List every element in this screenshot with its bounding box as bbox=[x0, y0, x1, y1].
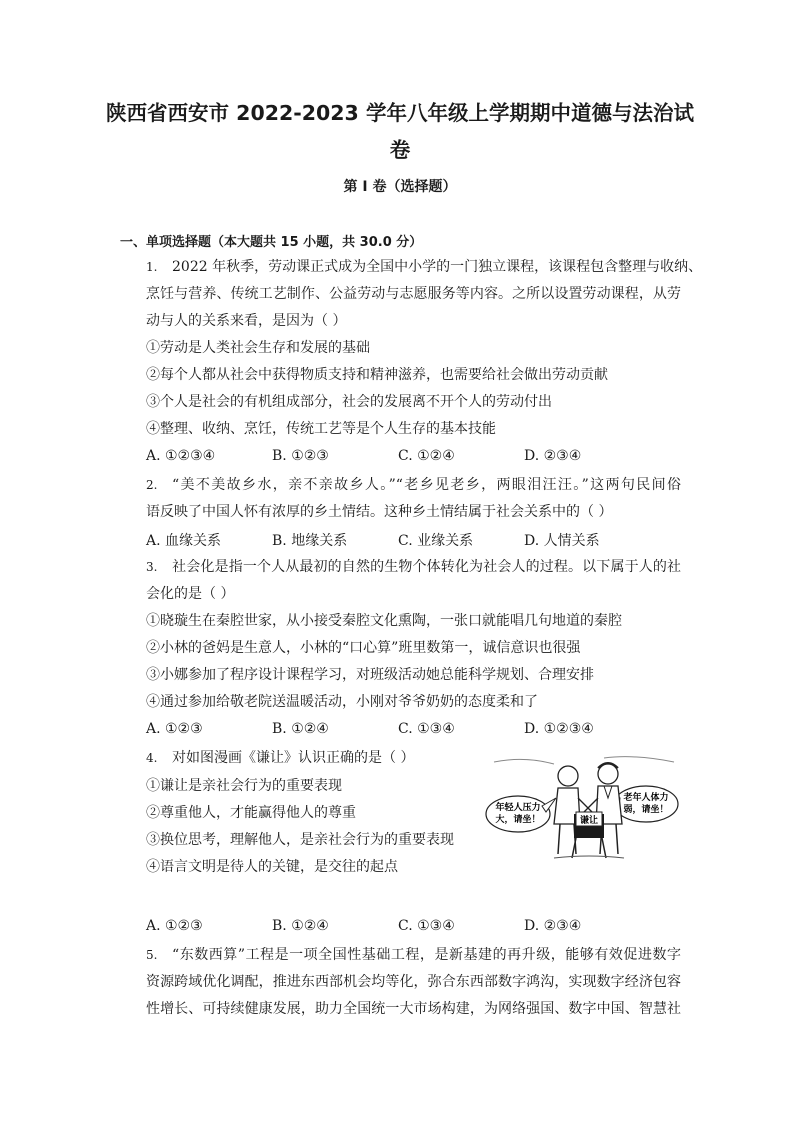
question-5-line-1: 5. “东数西算”工程是一项全国性基础工程，是新基建的再升级，能够有效促进数字 bbox=[146, 947, 681, 963]
question-number: 5. bbox=[146, 948, 158, 962]
left-bubble-line-2: 大，请坐！ bbox=[495, 815, 541, 825]
question-1-line-3: 动与人的关系来看，是因为（ ） bbox=[146, 313, 347, 329]
question-4-option-c: C. ①③④ bbox=[398, 918, 455, 934]
question-number: 3. bbox=[146, 560, 158, 574]
cartoon-modesty-figure bbox=[484, 754, 680, 864]
question-3-option-d: D. ①②③④ bbox=[524, 721, 594, 737]
question-2-line-1: 2. “美不美故乡水，亲不亲故乡人。”“老乡见老乡，两眼泪汪汪。”这两句民间俗 bbox=[146, 477, 681, 493]
question-3-line-2: 会化的是（ ） bbox=[146, 586, 235, 602]
part-title: 第 I 卷（选择题） bbox=[343, 179, 457, 195]
young-man-head bbox=[598, 764, 618, 784]
question-4-option-b: B. ①②④ bbox=[272, 918, 329, 934]
question-2-option-a: A. 血缘关系 bbox=[146, 533, 222, 549]
question-3-option-c: C. ①③④ bbox=[398, 721, 455, 737]
question-3-line-1: 3. 社会化是指一个人从最初的自然的生物个体转化为社会人的过程。以下属于人的社 bbox=[146, 559, 681, 575]
question-1-line-2: 烹饪与营养、传统工艺制作、公益劳动与志愿服务等内容。之所以设置劳动课程，从劳 bbox=[146, 286, 681, 302]
question-4-statement-2: ②尊重他人，才能赢得他人的尊重 bbox=[146, 805, 356, 821]
question-1-statement-3: ③个人是社会的有机组成部分，社会的发展离不开个人的劳动付出 bbox=[146, 394, 552, 410]
question-1-statement-1: ①劳动是人类社会生存和发展的基础 bbox=[146, 340, 370, 356]
question-4-line-1: 4. 对如图漫画《谦让》认识正确的是（ ） bbox=[146, 750, 415, 766]
question-3-option-a: A. ①②③ bbox=[146, 721, 203, 737]
exam-title-line-1: 陕西省西安市 2022-2023 学年八年级上学期期中道德与法治试 bbox=[106, 101, 694, 125]
question-5-line-3: 性增长、可持续健康发展，助力全国统一大市场构建，为网络强国、数字中国、智慧社 bbox=[146, 1001, 681, 1017]
question-2-option-c: C. 业缘关系 bbox=[398, 533, 474, 549]
question-5-line-2: 资源跨域优化调配，推进东西部机会均等化，弥合东西部数字鸿沟，实现数字经济包容 bbox=[146, 974, 681, 990]
question-1-option-b: B. ①②③ bbox=[272, 448, 329, 464]
right-bubble-line-1: 老年人体力 bbox=[623, 793, 669, 803]
left-speech-bubble bbox=[486, 796, 550, 832]
question-4-statement-3: ③换位思考，理解他人，是亲社会行为的重要表现 bbox=[146, 832, 454, 848]
question-1-line-1: 1. 2022 年秋季，劳动课正式成为全国中小学的一门独立课程，该课程包含整理与收纳、 bbox=[146, 259, 703, 275]
question-1-option-c: C. ①②④ bbox=[398, 448, 455, 464]
question-number: 4. bbox=[146, 751, 158, 765]
question-4-statement-4: ④语言文明是待人的关键，是交往的起点 bbox=[146, 859, 398, 875]
question-3-statement-2: ②小林的爸妈是生意人，小林的“口心算”班里数第一，诚信意识也很强 bbox=[146, 640, 581, 656]
question-1-statement-2: ②每个人都从社会中获得物质支持和精神滋养，也需要给社会做出劳动贡献 bbox=[146, 367, 608, 383]
question-4-statement-1: ①谦让是亲社会行为的重要表现 bbox=[146, 778, 342, 794]
question-3-statement-1: ①晓璇生在秦腔世家，从小接受秦腔文化熏陶，一张口就能唱几句地道的秦腔 bbox=[146, 613, 622, 629]
exam-title-line-2: 卷 bbox=[389, 138, 411, 162]
question-4-option-a: A. ①②③ bbox=[146, 918, 203, 934]
sign-text: 谦让 bbox=[579, 816, 599, 826]
section-title: 一、单项选择题（本大题共 15 小题，共 30.0 分） bbox=[120, 235, 423, 250]
question-4-option-d: D. ②③④ bbox=[524, 918, 582, 934]
right-bubble-line-2: 弱，请坐！ bbox=[623, 805, 669, 815]
question-number: 2. bbox=[146, 478, 158, 492]
question-1-option-d: D. ②③④ bbox=[524, 448, 582, 464]
right-speech-bubble bbox=[614, 786, 678, 822]
question-number: 1. bbox=[146, 260, 158, 274]
left-bubble-line-1: 年轻人压力 bbox=[495, 803, 541, 813]
question-2-line-2: 语反映了中国人怀有浓厚的乡土情结。这种乡土情结属于社会关系中的（ ） bbox=[146, 504, 613, 520]
question-3-statement-3: ③小娜参加了程序设计课程学习，对班级活动她总能科学规划、合理安排 bbox=[146, 667, 594, 683]
question-2-option-b: B. 地缘关系 bbox=[272, 533, 348, 549]
question-2-option-d: D. 人情关系 bbox=[524, 533, 600, 549]
question-3-option-b: B. ①②④ bbox=[272, 721, 329, 737]
question-1-option-a: A. ①②③④ bbox=[146, 448, 216, 464]
question-1-statement-4: ④整理、收纳、烹饪，传统工艺等是个人生存的基本技能 bbox=[146, 421, 496, 437]
question-3-statement-4: ④通过参加给敬老院送温暖活动，小刚对爷爷奶奶的态度柔和了 bbox=[146, 694, 538, 710]
